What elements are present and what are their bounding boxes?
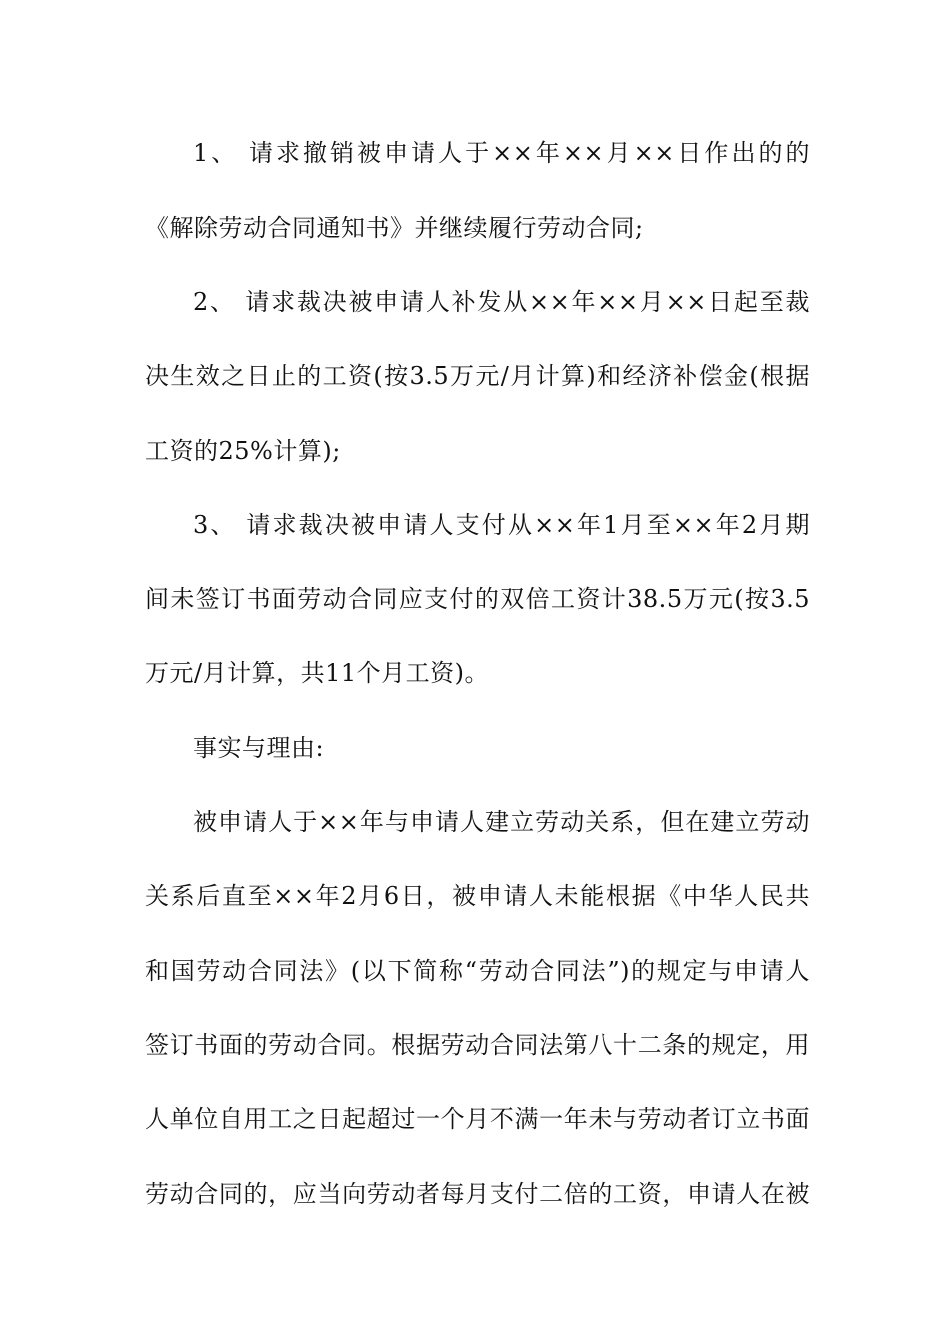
claim-1-line-2: 《解除劳动合同通知书》并继续履行劳动合同; [145,214,644,242]
claim-1-line-1: 1、 请求撤销被申请人于××年××月××日作出的的 [193,139,810,167]
facts-line-3: 和国劳动合同法》(以下简称“劳动合同法”)的规定与申请人 [145,957,810,985]
claim-3-line-2: 间未签订书面劳动合同应支付的双倍工资计38.5万元(按3.5 [145,585,810,613]
claim-2-line-1: 2、 请求裁决被申请人补发从××年××月××日起至裁 [193,288,810,316]
facts-line-4: 签订书面的劳动合同。根据劳动合同法第八十二条的规定，用 [145,1031,810,1059]
facts-line-1: 被申请人于××年与申请人建立劳动关系，但在建立劳动 [193,808,810,836]
facts-line-6: 劳动合同的，应当向劳动者每月支付二倍的工资，申请人在被 [145,1180,810,1208]
facts-line-2: 关系后直至××年2月6日，被申请人未能根据《中华人民共 [145,882,810,910]
claim-3-line-3: 万元/月计算，共11个月工资)。 [145,659,489,687]
claim-2-line-2: 决生效之日止的工资(按3.5万元/月计算)和经济补偿金(根据 [145,362,810,390]
facts-line-5: 人单位自用工之日起超过一个月不满一年未与劳动者订立书面 [145,1105,810,1133]
claim-3-line-1: 3、 请求裁决被申请人支付从××年1月至××年2月期 [193,511,810,539]
facts-heading: 事实与理由: [193,734,325,762]
claim-2-line-3: 工资的25%计算); [145,437,341,465]
